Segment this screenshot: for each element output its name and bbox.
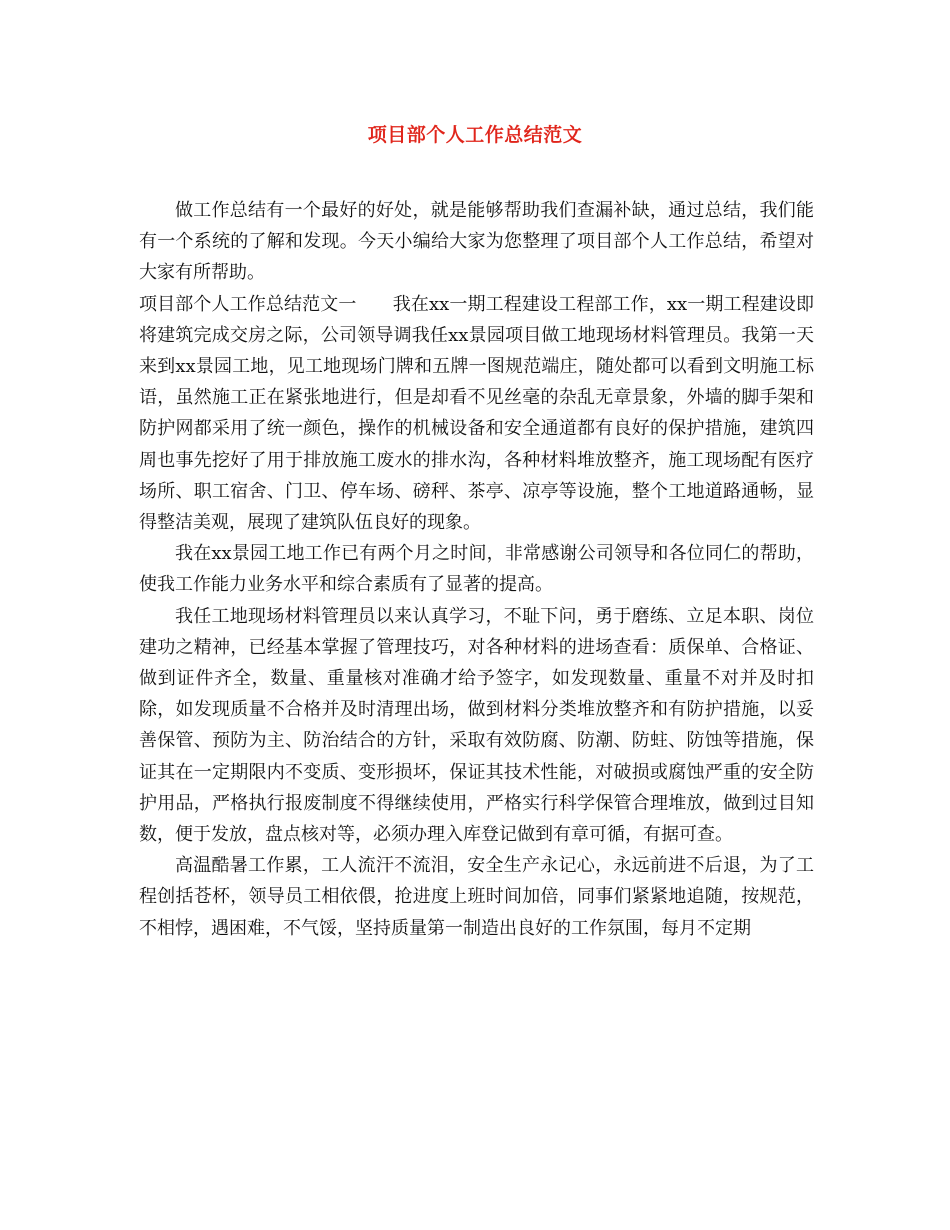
paragraph-sample-one: 项目部个人工作总结范文一 我在xx一期工程建设工程部工作，xx一期工程建设即将建筑完成交房之际，公司领导调我任xx景园项目做工地现场材料管理员。我第一天来到xx景园工地，见工地现场门牌和五牌一图规范端庄，随处都可以看到文明施工标语，虽然施工正在紧张地进行，但是却看不见丝毫的杂乱无章景象，外墙的脚手架和防护网都采用了统一颜色，操作的机械设备和安全通道都有良好的保护措施，建筑四周也事先挖好了用于排放施工废水的排水沟，各种材料堆放整齐，施工现场配有医疗场所、职工宿舍、门卫、停车场、磅秤、茶亭、凉亭等设施，整个工地道路通畅，显得整洁美观，展现了建筑队伍良好的现象。 xyxy=(139,293,814,534)
paragraph-material-management: 我任工地现场材料管理员以来认真学习，不耻下问，勇于磨练、立足本职、岗位建功之精神，已经基本掌握了管理技巧，对各种材料的进场查看：质保单、合格证、做到证件齐全，数量、重量核对准确才给予签字，如发现数量、重量不对并及时扣除，如发现质量不合格并及时清理出场，做到材料分类堆放整齐和有防护措施，以妥善保管、预防为主、防治结合的方针，采取有效防腐、防潮、防蛀、防蚀等措施，保证其在一定期限内不变质、变形损坏，保证其技术性能，对破损或腐蚀严重的安全防护用品，严格执行报废制度不得继续使用，严格实行科学保管合理堆放，做到过目知数，便于发放，盘点核对等，必须办理入库登记做到有章可循，有据可查。 xyxy=(139,605,814,846)
paragraph-summer-work: 高温酷暑工作累，工人流汗不流泪，安全生产永记心，永远前进不后退，为了工程创括苍杯，领导员工相依偎，抢进度上班时间加倍，同事们紧紧地追随，按规范，不相悖，遇困难，不气馁，坚持质量第一制造出良好的工作氛围，每月不定期 xyxy=(139,855,814,939)
paragraph-thanks: 我在xx景园工地工作已有两个月之时间，非常感谢公司领导和各位同仁的帮助，使我工作能力业务水平和综合素质有了显著的提高。 xyxy=(139,543,814,596)
document-body xyxy=(139,195,814,944)
document-title: 项目部个人工作总结范文 xyxy=(367,124,583,146)
paragraph-intro: 做工作总结有一个最好的好处，就是能够帮助我们查漏补缺，通过总结，我们能有一个系统的了解和发现。今天小编给大家为您整理了项目部个人工作总结，希望对大家有所帮助。 xyxy=(139,200,814,284)
